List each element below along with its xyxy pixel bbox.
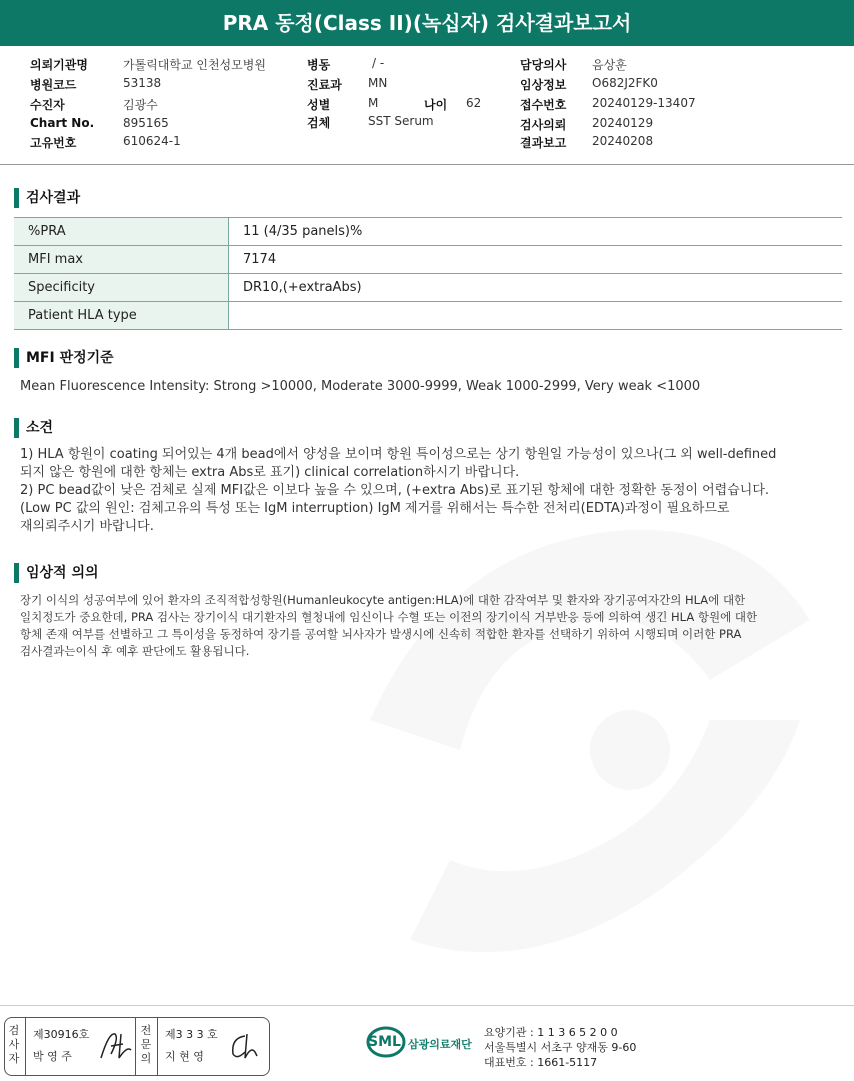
specialist-name: 지 현 영: [165, 1050, 204, 1063]
result-label: %PRA: [14, 218, 229, 246]
patient-label: 수진자: [30, 98, 65, 112]
clinical-line: 일치정도가 중요한데, PRA 검사는 장기이식 대기환자의 혈청내에 임신이나 수혈 또는 이전의 장기이식 거부반응 등에 의하여 생긴 HLA 항원에 대한: [20, 610, 758, 624]
institution-value: 가톨릭대학교 인천성모병원: [123, 58, 266, 72]
clinical-info-value: O682J2FK0: [592, 76, 658, 90]
chart-label: Chart No.: [30, 116, 95, 130]
institution-label: 의뢰기관명: [30, 58, 88, 72]
chart-value: 895165: [123, 116, 169, 130]
opinion-line: 2) PC bead값이 낮은 검체로 실제 MFI값은 이보다 높을 수 있으며, (+extra Abs)로 표기된 항체에 대한 정확한 동정이 어렵습니다.: [20, 483, 770, 498]
clinical-info-label: 임상정보: [520, 78, 567, 92]
report-date-value: 20240208: [592, 134, 654, 148]
clinical-line: 항체 존재 여부를 선별하고 그 특이성을 동정하여 장기를 공여할 뇌사자가 발생시에 신속히 적합한 환자를 선택하기 위하여 시행되며 이러한 PRA: [20, 627, 742, 641]
examiner-license: 제30916호: [33, 1028, 90, 1041]
org-name: 삼광의료재단: [408, 1038, 472, 1051]
opinion-line: 1) HLA 항원이 coating 되어있는 4개 bead에서 양성을 보이며 항원 특이성으로는 상기 항원일 가능성이 있으나(그 외 well-defined: [20, 447, 777, 462]
mfi-criteria: Mean Fluorescence Intensity: Strong >10000, Moderate 3000-9999, Weak 1000-2999, Very weak <1000: [20, 379, 701, 394]
result-label: MFI max: [14, 246, 229, 274]
dept-value: MN: [368, 76, 388, 90]
examiner-name: 박 영 주: [33, 1050, 72, 1063]
opinion-text: [20, 446, 835, 536]
clinical-line: 검사결과는이식 후 예후 판단에도 활용됩니다.: [20, 644, 250, 658]
sex-value: M: [368, 96, 379, 110]
table-row: [14, 218, 842, 246]
clinical-line: 장기 이식의 성공여부에 있어 환자의 조직적합성항원(Humanleukocyte antigen:HLA)에 대한 감작여부 및 환자와 장기공여자간의 HLA에 대한: [20, 593, 746, 607]
receipt-label: 접수번호: [520, 98, 567, 112]
report-title: PRA 동정(Class II)(녹십자) 검사결과보고서: [0, 0, 854, 46]
opinion-line: (Low PC 값의 원인: 검체고유의 특성 또는 IgM interruption) IgM 제거를 위해서는 특수한 전처리(EDTA)과정이 필요하므로: [20, 501, 730, 516]
examiner-label: 검사자: [8, 1024, 20, 1065]
org-phone: 대표번호 : 1661-5117: [484, 1056, 598, 1069]
result-label: Patient HLA type: [14, 302, 229, 330]
opinion-line: 되지 않은 항원에 대한 항체는 extra Abs로 표기) clinical correlation하시기 바랍니다.: [20, 465, 520, 480]
header-divider: [0, 164, 854, 165]
age-value: 62: [466, 96, 482, 110]
doctor-label: 담당의사: [520, 58, 567, 72]
box-divider: [157, 1018, 158, 1075]
mfi-heading: MFI 판정기준: [14, 348, 114, 368]
results-heading: 검사결과: [14, 188, 80, 208]
result-value: [229, 302, 843, 330]
ward-label: 병동: [307, 58, 331, 72]
results-table: [14, 217, 842, 330]
ward-value: / -: [372, 56, 385, 70]
examiner-signature: [97, 1028, 133, 1062]
clinical-text: [20, 592, 835, 660]
opinion-heading: 소견: [14, 418, 53, 438]
result-value: DR10,(+extraAbs): [229, 274, 843, 302]
signature-box: [4, 1017, 270, 1076]
result-value: 11 (4/35 panels)%: [229, 218, 843, 246]
request-label: 검사의뢰: [520, 118, 567, 132]
specialist-license: 제3 3 3 호: [165, 1028, 218, 1041]
box-divider: [135, 1018, 136, 1075]
table-row: [14, 302, 842, 330]
table-row: [14, 246, 842, 274]
result-value: 7174: [229, 246, 843, 274]
specimen-value: SST Serum: [368, 114, 434, 128]
org-code: 요양기관 : 1 1 3 6 5 2 0 0: [484, 1026, 618, 1039]
result-label: Specificity: [14, 274, 229, 302]
report-date-label: 결과보고: [520, 136, 567, 150]
hospital-code-value: 53138: [123, 76, 162, 90]
receipt-value: 20240129-13407: [592, 96, 696, 110]
doctor-value: 음상훈: [592, 58, 627, 72]
sex-label: 성별: [307, 98, 331, 112]
unique-value: 610624-1: [123, 134, 181, 148]
opinion-line: 재의뢰주시기 바랍니다.: [20, 519, 154, 534]
age-label: 나이: [424, 98, 448, 112]
box-divider: [25, 1018, 26, 1075]
hospital-code-label: 병원코드: [30, 78, 77, 92]
table-row: [14, 274, 842, 302]
unique-label: 고유번호: [30, 136, 77, 150]
sml-logo: [366, 1024, 472, 1064]
specimen-label: 검체: [307, 116, 331, 130]
patient-value: 김광수: [123, 98, 158, 112]
clinical-heading: 임상적 의의: [14, 563, 99, 583]
footer-divider: [0, 1005, 854, 1006]
specialist-signature: [227, 1030, 261, 1062]
logo-text: SML: [368, 1034, 401, 1050]
specialist-label: 전문의: [140, 1024, 152, 1065]
org-address: 서울특별시 서초구 양재동 9-60: [484, 1041, 637, 1054]
request-value: 20240129: [592, 116, 654, 130]
dept-label: 진료과: [307, 78, 342, 92]
